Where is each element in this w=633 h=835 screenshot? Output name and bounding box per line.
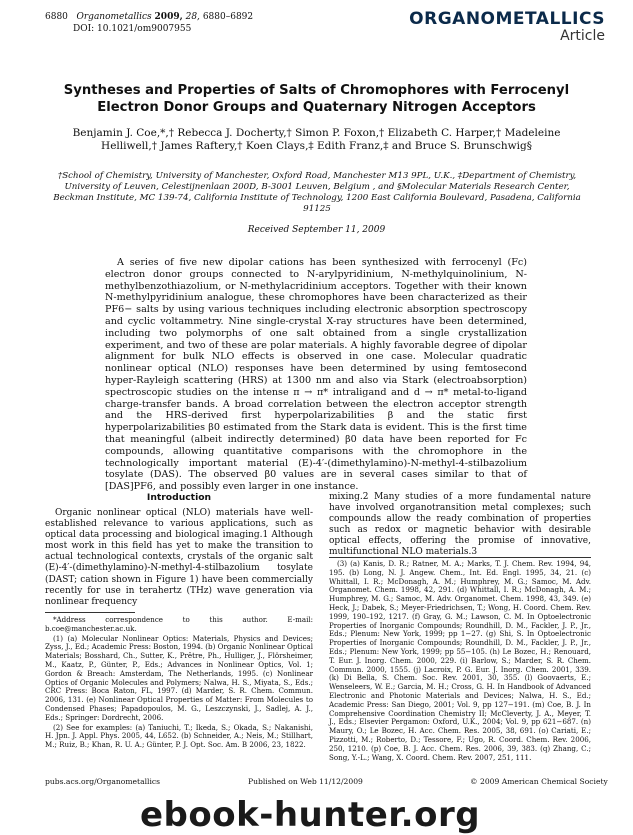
abstract: A series of five new dipolar cations has been synthesized with ferrocenyl (Fc) electron donor groups connected to N-arylpyridinium, N-methylquinolinium, N-methylbenzothiazolium, or N-methylacridinium acceptors. Together with their known N-methylpyridinium analogue, these chromophores have been characterized as their PF6− salts by using various techniques including electronic absorption spectroscopy and cyclic voltammetry. Nine single-crystal X-ray structures have been determined, including two polymorphs of one salt obtained from a single crystallization experiment, and two of these are polar materials. A highly favorable degree of dipolar alignment for bulk NLO effects is observed in one case. Molecular quadratic nonlinear optical (NLO) responses have been determined by using femtosecond hyper-Rayleigh scattering (HRS) at 1300 nm and also via Stark (electroabsorption) spectroscopic studies on the intense π → π* intraligand and d → π* metal-to-ligand charge-transfer bands. A broad correlation between the electron acceptor strength and the HRS-derived first hyperpolarizabilities β and the static first hyperpolarizabilities β0 estimated from the Stark data is evident. This is the first time that meaningful (albeit indirectly determined) β0 data have been reported for Fc compounds, allowing quantitative comparisons with the chromophore in the technologically important material (E)-4′-(dimethylamino)-N-methyl-4-stilbazolium tosylate (DAS). The observed β0 values are in several cases similar to that of [DAS]PF6, and possibly even larger in one instance. [105, 257, 527, 493]
journal-logo-text: ORGANOMETALLICS [409, 9, 605, 29]
journal-logo [409, 10, 605, 44]
introduction-paragraph: Organic nonlinear optical (NLO) materials have well-established relevance to various applications, such as optical data processing and biological imaging.1 Although most work in this field has yet to make the transition to actual technological contexts, crystals of the organic salt (E)-4′-(dimethylamino)-N-methyl-4-stilbazolium tosylate (DAST; cation shown in Figure 1) have been commercially recently for use in terahertz (THz) wave generation via nonlinear frequency [45, 508, 313, 607]
doi: DOI: 10.1021/om9007955 [73, 24, 192, 34]
running-header [45, 12, 253, 23]
watermark: ebook-hunter.org [140, 795, 481, 835]
reference-divider [329, 557, 591, 558]
journal-year: 2009, [154, 12, 183, 22]
reference-1: (1) (a) Molecular Nonlinear Optics: Materials, Physics and Devices; Zyss, J., Ed.; Academic Press: Boston, 1994. (b) Organic Nonlinear Optical Materials; Bosshard, Ch., Sutter, K., Prêtre, Ph., Hulliger, J., Flörsheimer, M., Kaatz, P., Günter, P., Eds.; Advances in Nonlinear Optics, Vol. 1; Gordon & Breach: Amsterdam, The Netherlands, 1995. (c) Nonlinear Optics of Organic Molecules and Polymers; Nalwa, H. S., Miyata, S., Eds.; CRC Press: Boca Raton, FL, 1997. (d) Marder, S. R. Chem. Commun. 2006, 131. (e) Nonlinear Optical Properties of Matter: From Molecules to Condensed Phases; Papadopoulos, M. G., Leszczynski, J., Sadlej, A. J., Eds.; Springer: Dordrecht, 2006. [45, 633, 313, 722]
references-right [329, 560, 591, 763]
section-heading-introduction: Introduction [146, 492, 212, 503]
article-type: Article [560, 28, 605, 44]
page-number: 6880 [45, 12, 68, 22]
introduction-continuation: mixing.2 Many studies of a more fundamental nature have involved organotransition metal complexes; such compounds allow the ready combination of properties such as redox or magnetic behavior with desirable optical effects, offering the promise of innovative, multifunctional NLO materials.3 [329, 492, 591, 558]
reference-3: (3) (a) Kanis, D. R.; Ratner, M. A.; Marks, T. J. Chem. Rev. 1994, 94, 195. (b) Long, N. J. Angew. Chem., Int. Ed. Engl. 1995, 34, 21. (c) Whittall, I. R.; McDonagh, A. M.; Humphrey, M. G.; Samoc, M. Adv. Organomet. Chem. 1998, 42, 291. (d) Whittall, I. R.; McDonagh, A. M.; Humphrey, M. G.; Samoc, M. Adv. Organomet. Chem. 1998, 43, 349. (e) Heck, J.; Dabek, S.; Meyer-Friedrichsen, T.; Wong, H. Coord. Chem. Rev. 1999, 190–192, 1217. (f) Gray, G. M.; Lawson, C. M. In Optoelectronic Properties of Inorganic Compounds; Roundhill, D. M., Fackler, J. P., Jr., Eds.; Plenum: New York, 1999; pp 1−27. (g) Shi, S. In Optoelectronic Properties of Inorganic Compounds; Roundhill, D. M., Fackler, J. P., Jr., Eds.; Plenum: New York, 1999; pp 55−105. (h) Le Bozec, H.; Renouard, T. Eur. J. Inorg. Chem. 2000, 229. (i) Barlow, S.; Marder, S. R. Chem. Commun. 2000, 1555. (j) Lacroix, P. G. Eur. J. Inorg. Chem. 2001, 339. (k) Di Bella, S. Chem. Soc. Rev. 2001, 30, 355. (l) Goovaerts, E.; Wenseleers, W. E.; Garcia, M. H.; Cross, G. H. In Handbook of Advanced Electronic and Photonic Materials and Devices; Nalwa, H. S., Ed.; Academic Press: San Diego, 2001; Vol. 9, pp 127−191. (m) Coe, B. J. In Comprehensive Coordination Chemistry II; McCleverty, J. A., Meyer, T. J., Eds.; Elsevier Pergamon: Oxford, U.K., 2004; Vol. 9, pp 621−687. (n) Maury, O.; Le Bozec, H. Acc. Chem. Res. 2005, 38, 691. (o) Cariati, E.; Pizzotti, M.; Roberto, D.; Tessore, F.; Ugo, R. Coord. Chem. Rev. 2006, 250, 1210. (p) Coe, B. J. Acc. Chem. Res. 2006, 39, 383. (q) Zhang, C.; Song, Y.-L.; Wang, X. Coord. Chem. Rev. 2007, 251, 111. [329, 559, 591, 762]
journal-volume: 28, [185, 12, 200, 22]
footer-published: Published on Web 11/12/2009 [248, 777, 363, 786]
footer-url[interactable]: pubs.acs.org/Organometallics [45, 777, 161, 786]
footnotes-left [45, 616, 313, 751]
reference-2: (2) See for examples: (a) Taniuchi, T.; Ikeda, S.; Okada, S.; Nakanishi, H. Jpn. J. Appl. Phys. 2005, 44, L652. (b) Schneider, A.; Neis, M.; Stillhart, M.; Ruiz, B.; Khan, R. U. A.; Günter, P. J. Opt. Soc. Am. B 2006, 23, 1822. [45, 722, 313, 750]
footnote-divider [45, 612, 135, 613]
author-list: Benjamin J. Coe,*,† Rebecca J. Docherty,† Simon P. Foxon,† Elizabeth C. Harper,† Madeleine Helliwell,† James Raftery,† Koen Clays,‡ Edith Franz,‡ and Bruce S. Brunschwig§ [72, 127, 561, 152]
journal-pages: 6880–6892 [202, 12, 254, 22]
received-date: Received September 11, 2009 [247, 225, 386, 235]
journal-name: Organometallics [76, 12, 152, 22]
paper-title: Syntheses and Properties of Salts of Chromophores with Ferrocenyl Electron Donor Groups and Quaternary Nitrogen Acceptors [63, 83, 570, 115]
corresponding-author-note: *Address correspondence to this author. E-mail: b.coe@manchester.ac.uk. [45, 615, 313, 633]
affiliations: †School of Chemistry, University of Manchester, Oxford Road, Manchester M13 9PL, U.K., ‡Department of Chemistry, University of Leuven, Celestijnenlaan 200D, B-3001 Leuven, Belgium , and §Molecular Materials Research Center, Beckman Institute, MC 139-74, California Institute of Technology, 1200 East California Boulevard, Pasadena, California 91125 [53, 171, 581, 214]
footer-copyright: © 2009 American Chemical Society [470, 777, 608, 786]
